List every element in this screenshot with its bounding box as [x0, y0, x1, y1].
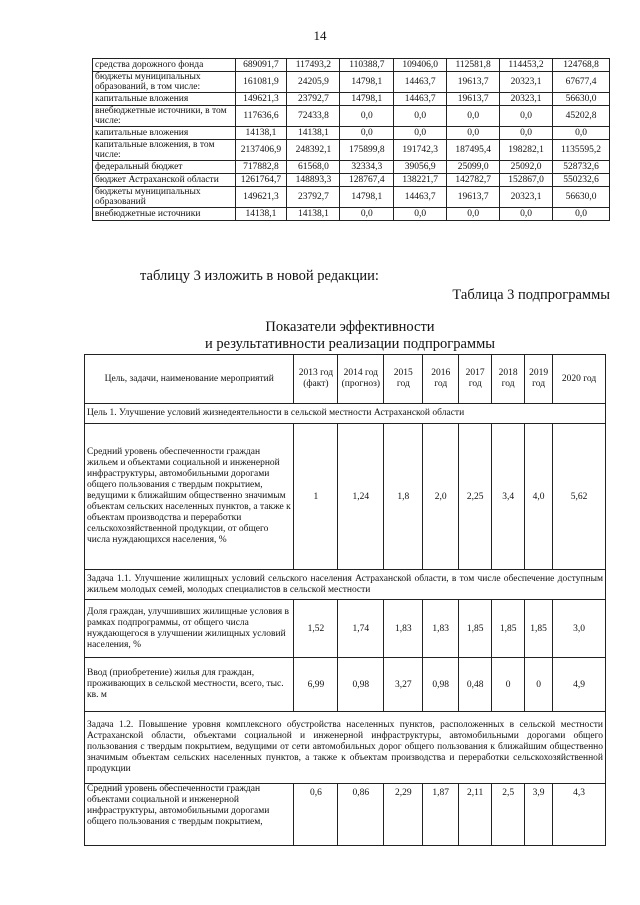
metric-3-2016: 0,98	[423, 658, 459, 712]
budget-cell: 14138,1	[235, 208, 287, 221]
metric-3-2015: 3,27	[384, 658, 423, 712]
budget-cell: 0,0	[447, 106, 500, 127]
budget-cell: 61568,0	[287, 161, 340, 174]
budget-row	[93, 140, 610, 161]
budget-cell: 72433,8	[287, 106, 340, 127]
metrics-table	[84, 354, 606, 846]
budget-cell: 149621,3	[235, 187, 287, 208]
budget-row-label: внебюджетные источники	[93, 208, 236, 221]
metric-3-2017: 0,48	[459, 658, 492, 712]
metric-4-2017: 2,11	[459, 784, 492, 846]
metric-1-2019: 4,0	[525, 424, 553, 570]
goal-row	[85, 404, 606, 424]
budget-row	[93, 59, 610, 72]
metric-row-4	[85, 784, 606, 846]
budget-cell: 56630,0	[553, 187, 610, 208]
budget-cell: 67677,4	[553, 72, 610, 93]
budget-cell: 149621,3	[235, 93, 287, 106]
metric-1-2020: 5,62	[553, 424, 606, 570]
metric-4-label: Средний уровень обеспеченности граждан объектами социальной и инженерной инфраструктуры, автомобильными дорогами общего пользования с твердым покрытием,	[85, 784, 294, 846]
budget-cell: 142782,7	[447, 174, 500, 187]
metric-2-2019: 1,85	[525, 600, 553, 658]
budget-cell: 14463,7	[394, 187, 447, 208]
budget-cell: 14798,1	[340, 72, 394, 93]
header-2013: 2013 год (факт)	[294, 355, 338, 404]
budget-cell: 0,0	[500, 127, 553, 140]
metric-1-2014: 1,24	[338, 424, 384, 570]
budget-cell: 0,0	[394, 106, 447, 127]
budget-cell: 117636,6	[235, 106, 287, 127]
budget-cell: 689091,7	[235, 59, 287, 72]
task-1-1: Задача 1.1. Улучшение жилищных условий сельского населения Астраханской области, в том числе обеспечение доступным жильем молодых семей, молодых специалистов в сельской местности	[85, 570, 606, 600]
budget-row-label: средства дорожного фонда	[93, 59, 236, 72]
metric-row-2	[85, 600, 606, 658]
budget-cell: 19613,7	[447, 187, 500, 208]
budget-cell: 138221,7	[394, 174, 447, 187]
budget-cell: 25092,0	[500, 161, 553, 174]
budget-cell: 14798,1	[340, 187, 394, 208]
metric-4-2018: 2,5	[492, 784, 525, 846]
header-2015: 2015 год	[384, 355, 423, 404]
budget-cell: 39056,9	[394, 161, 447, 174]
budget-row-label: бюджеты муниципальных образований, в том числе:	[93, 72, 236, 93]
metric-row-1	[85, 424, 606, 570]
metric-3-2013: 6,99	[294, 658, 338, 712]
metric-4-2013: 0,6	[294, 784, 338, 846]
budget-cell: 20323,1	[500, 72, 553, 93]
metric-1-2013: 1	[294, 424, 338, 570]
header-2018: 2018 год	[492, 355, 525, 404]
metric-2-2015: 1,83	[384, 600, 423, 658]
budget-cell: 23792,7	[287, 93, 340, 106]
budget-cell: 109406,0	[394, 59, 447, 72]
budget-cell: 0,0	[500, 208, 553, 221]
budget-row	[93, 208, 610, 221]
header-2016: 2016 год	[423, 355, 459, 404]
instruction-text: таблицу 3 изложить в новой редакции:	[140, 268, 379, 284]
page-number: 14	[313, 28, 327, 43]
budget-cell: 14798,1	[340, 93, 394, 106]
metric-4-2015: 2,29	[384, 784, 423, 846]
metric-3-2020: 4,9	[553, 658, 606, 712]
budget-cell: 112581,8	[447, 59, 500, 72]
header-2017: 2017 год	[459, 355, 492, 404]
budget-cell: 14463,7	[394, 72, 447, 93]
budget-cell: 1261764,7	[235, 174, 287, 187]
metric-4-2016: 1,87	[423, 784, 459, 846]
budget-cell: 0,0	[340, 127, 394, 140]
metric-3-2018: 0	[492, 658, 525, 712]
budget-cell: 23792,7	[287, 187, 340, 208]
budget-cell: 717882,8	[235, 161, 287, 174]
budget-cell: 128767,4	[340, 174, 394, 187]
metric-row-3	[85, 658, 606, 712]
budget-row	[93, 106, 610, 127]
metric-1-2016: 2,0	[423, 424, 459, 570]
budget-cell: 14138,1	[287, 127, 340, 140]
budget-cell: 0,0	[553, 208, 610, 221]
budget-cell: 124768,8	[553, 59, 610, 72]
budget-cell: 0,0	[500, 106, 553, 127]
header-2019: 2019 год	[525, 355, 553, 404]
budget-cell: 550232,6	[553, 174, 610, 187]
budget-cell: 528732,6	[553, 161, 610, 174]
metric-2-2018: 1,85	[492, 600, 525, 658]
budget-cell: 0,0	[394, 208, 447, 221]
budget-cell: 14138,1	[287, 208, 340, 221]
budget-cell: 0,0	[340, 208, 394, 221]
metric-2-2016: 1,83	[423, 600, 459, 658]
heading-line-1: Показатели эффективности	[265, 319, 435, 335]
budget-cell: 0,0	[394, 127, 447, 140]
budget-cell: 2137406,9	[235, 140, 287, 161]
budget-cell: 198282,1	[500, 140, 553, 161]
budget-cell: 152867,0	[500, 174, 553, 187]
budget-cell: 175899,8	[340, 140, 394, 161]
budget-cell: 1135595,2	[553, 140, 610, 161]
budget-cell: 110388,7	[340, 59, 394, 72]
budget-cell: 20323,1	[500, 93, 553, 106]
budget-cell: 56630,0	[553, 93, 610, 106]
budget-cell: 0,0	[553, 127, 610, 140]
budget-row-label: бюджет Астраханской области	[93, 174, 236, 187]
metric-4-2014: 0,86	[338, 784, 384, 846]
budget-cell: 14138,1	[235, 127, 287, 140]
metric-1-2017: 2,25	[459, 424, 492, 570]
budget-cell: 19613,7	[447, 93, 500, 106]
budget-cell: 32334,3	[340, 161, 394, 174]
budget-cell: 25099,0	[447, 161, 500, 174]
budget-cell: 19613,7	[447, 72, 500, 93]
budget-cell: 0,0	[447, 208, 500, 221]
header-2020: 2020 год	[553, 355, 606, 404]
task-row	[85, 570, 606, 600]
metrics-header-row	[85, 355, 606, 404]
budget-row	[93, 72, 610, 93]
budget-cell: 187495,4	[447, 140, 500, 161]
budget-cell: 148893,3	[287, 174, 340, 187]
metric-2-2017: 1,85	[459, 600, 492, 658]
goal-1: Цель 1. Улучшение условий жизнедеятельности в сельской местности Астраханской области	[85, 404, 606, 424]
metric-1-label: Средний уровень обеспеченности граждан жильем и объектами социальной и инженерной инфраструктуры, автомобильными дорогами общего пользования с твердым покрытием, ведущими к ближайшим общественно значимым объектам сельских населенных пунктов, а также к объектам производства и переработки сельскохозяйственной продукции, от общего числа нуждающихся населения, %	[85, 424, 294, 570]
metric-3-2019: 0	[525, 658, 553, 712]
metric-2-2014: 1,74	[338, 600, 384, 658]
budget-row-label: капитальные вложения	[93, 127, 236, 140]
budget-row	[93, 127, 610, 140]
budget-row-label: бюджеты муниципальных образований	[93, 187, 236, 208]
budget-cell: 248392,1	[287, 140, 340, 161]
budget-row	[93, 93, 610, 106]
budget-cell: 0,0	[340, 106, 394, 127]
metric-2-2020: 3,0	[553, 600, 606, 658]
budget-cell: 161081,9	[235, 72, 287, 93]
table-title: Таблица 3 подпрограммы	[452, 287, 610, 303]
heading-line-2: и результативности реализации подпрограммы	[204, 336, 496, 352]
budget-cell: 117493,2	[287, 59, 340, 72]
metric-2-2013: 1,52	[294, 600, 338, 658]
budget-row-label: капитальные вложения, в том числе:	[93, 140, 236, 161]
budget-row-label: внебюджетные источники, в том числе:	[93, 106, 236, 127]
budget-table	[92, 58, 610, 221]
budget-cell: 14463,7	[394, 93, 447, 106]
budget-cell: 191742,3	[394, 140, 447, 161]
task-1-2: Задача 1.2. Повышение уровня комплексного обустройства населенных пунктов, расположенных в сельской местности Астраханской области, объектами социальной и инженерной инфраструктуры, автомобильными дорогами общего пользования с твердым покрытием, ведущими от сети автомобильных дорог общего пользования к ближайшим общественно значимым объектам сельских населенных пунктов, а также к объектам производства и переработки сельскохозяйственной продукции	[85, 712, 606, 784]
header-2014: 2014 год (прогноз)	[338, 355, 384, 404]
metric-2-label: Доля граждан, улучшивших жилищные условия в рамках подпрограммы, от общего числа нуждающегося в улучшении жилищных условий населения, %	[85, 600, 294, 658]
budget-row	[93, 187, 610, 208]
metric-1-2018: 3,4	[492, 424, 525, 570]
task-row	[85, 712, 606, 784]
budget-cell: 0,0	[447, 127, 500, 140]
metric-3-label: Ввод (приобретение) жилья для граждан, проживающих в сельской местности, всего, тыс. кв. м	[85, 658, 294, 712]
metric-3-2014: 0,98	[338, 658, 384, 712]
budget-row	[93, 174, 610, 187]
metric-4-2020: 4,3	[553, 784, 606, 846]
budget-row	[93, 161, 610, 174]
budget-cell: 24205,9	[287, 72, 340, 93]
budget-row-label: федеральный бюджет	[93, 161, 236, 174]
budget-cell: 20323,1	[500, 187, 553, 208]
budget-cell: 114453,2	[500, 59, 553, 72]
budget-row-label: капитальные вложения	[93, 93, 236, 106]
budget-cell: 45202,8	[553, 106, 610, 127]
metric-1-2015: 1,8	[384, 424, 423, 570]
metric-4-2019: 3,9	[525, 784, 553, 846]
header-name: Цель, задачи, наименование мероприятий	[85, 355, 294, 404]
